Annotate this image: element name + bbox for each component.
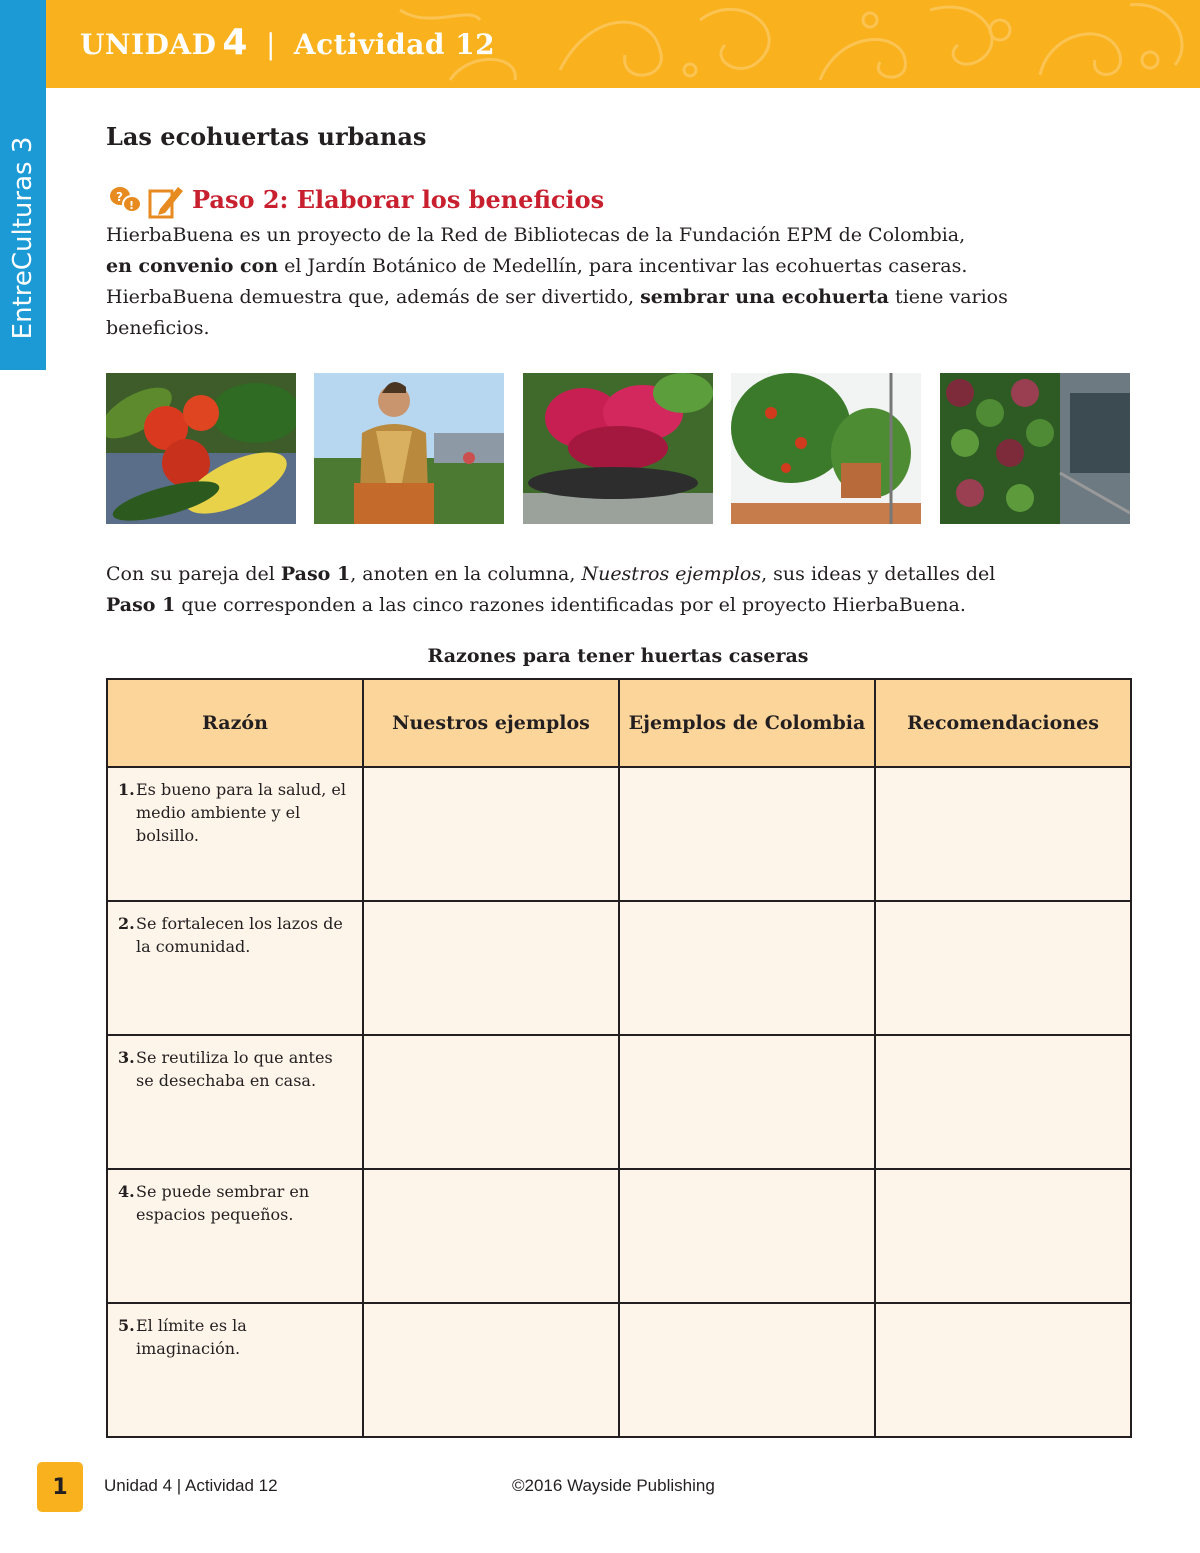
table-row [107, 1169, 1131, 1303]
intro-line-3b: tiene varios [888, 286, 1008, 308]
reason-number: 1. [118, 780, 135, 799]
intro-bold-convenio: en convenio con [106, 255, 279, 277]
intro-bold-sembrar: sembrar una ecohuerta [640, 286, 889, 308]
nuestros-ejemplos-input[interactable] [363, 1035, 619, 1169]
ejemplos-colombia-input[interactable] [619, 1303, 875, 1437]
svg-text:?: ? [116, 190, 123, 204]
recomendaciones-input[interactable] [875, 1169, 1131, 1303]
side-tab-label: EntreCulturas 3 [8, 136, 38, 340]
intro-line-4: beneficios. [106, 317, 210, 339]
reason-text: Se fortalecen los lazos de la comunidad. [136, 914, 343, 956]
reason-text: Se reutiliza lo que antes se desechaba en casa. [136, 1048, 333, 1090]
title-separator: | [265, 28, 276, 61]
reasons-table [106, 678, 1132, 1438]
reason-cell [107, 901, 363, 1035]
instr-italic-nuestros: Nuestros ejemplos [581, 563, 762, 585]
nuestros-ejemplos-input[interactable] [363, 1169, 619, 1303]
intro-line-3a: HierbaBuena demuestra que, además de ser divertido, [106, 286, 641, 308]
footer-copyright: ©2016 Wayside Publishing [512, 1476, 715, 1495]
reason-number: 3. [118, 1048, 135, 1067]
step-title: Paso 2: Elaborar los beneficios [192, 185, 605, 214]
recomendaciones-input[interactable] [875, 1303, 1131, 1437]
bottle-planter-photo [523, 373, 713, 524]
vegetables-photo [106, 373, 296, 524]
header-ejemplos-colombia: Ejemplos de Colombia [619, 679, 875, 767]
instructions [106, 559, 1146, 621]
header-recomendaciones: Recomendaciones [875, 679, 1131, 767]
instr-text-3: , sus ideas y detalles del [761, 563, 996, 585]
reason-cell [107, 767, 363, 901]
nuestros-ejemplos-input[interactable] [363, 1303, 619, 1437]
reason-cell [107, 1303, 363, 1437]
instr-text-1: Con su pareja del [106, 563, 281, 585]
header-banner [0, 0, 1200, 88]
table-row [107, 767, 1131, 901]
instr-bold-paso-1: Paso 1 [280, 563, 351, 585]
ejemplos-colombia-input[interactable] [619, 767, 875, 901]
balcony-garden-photo [731, 373, 921, 524]
reason-text: Es bueno para la salud, el medio ambiente y el bolsillo. [136, 780, 346, 845]
footer-unit-activity: Unidad 4 | Actividad 12 [104, 1476, 278, 1495]
header-razon: Razón [107, 679, 363, 767]
vertical-garden-photo [940, 373, 1130, 524]
page-title: Las ecohuertas urbanas [106, 122, 427, 151]
recomendaciones-input[interactable] [875, 1035, 1131, 1169]
unit-label: UNIDAD [80, 28, 217, 61]
ejemplos-colombia-input[interactable] [619, 901, 875, 1035]
table-row [107, 1303, 1131, 1437]
table-header-row [107, 679, 1131, 767]
table-row [107, 1035, 1131, 1169]
unit-number: 4 [222, 22, 248, 63]
intro-line-1: HierbaBuena es un proyecto de la Red de Bibliotecas de la Fundación EPM de Colombia, [106, 224, 966, 246]
reason-number: 2. [118, 914, 135, 933]
header-nuestros-ejemplos: Nuestros ejemplos [363, 679, 619, 767]
recomendaciones-input[interactable] [875, 901, 1131, 1035]
reason-text: Se puede sembrar en espacios pequeños. [136, 1182, 310, 1224]
reason-number: 4. [118, 1182, 135, 1201]
side-tab [0, 0, 46, 370]
ejemplos-colombia-input[interactable] [619, 1035, 875, 1169]
reason-number: 5. [118, 1316, 135, 1335]
nuestros-ejemplos-input[interactable] [363, 767, 619, 901]
gardener-photo [314, 373, 504, 524]
nuestros-ejemplos-input[interactable] [363, 901, 619, 1035]
banner-title [80, 22, 495, 63]
instr-bold-paso-1b: Paso 1 [106, 594, 176, 616]
svg-text:!: ! [129, 199, 135, 212]
reason-cell [107, 1169, 363, 1303]
reason-cell [107, 1035, 363, 1169]
intro-paragraph [106, 220, 1146, 344]
page-number: 1 [52, 1474, 68, 1500]
page-number-badge [37, 1462, 83, 1512]
instr-text-4: que corresponden a las cinco razones identificadas por el proyecto HierbaBuena. [175, 594, 966, 616]
reason-text: El límite es la imaginación. [136, 1316, 247, 1358]
table-row [107, 901, 1131, 1035]
write-pencil-icon [150, 187, 183, 217]
activity-label: Actividad 12 [293, 28, 496, 61]
recomendaciones-input[interactable] [875, 767, 1131, 901]
intro-line-2: el Jardín Botánico de Medellín, para incentivar las ecohuertas caseras. [278, 255, 968, 277]
ejemplos-colombia-input[interactable] [619, 1169, 875, 1303]
instr-text-2: , anoten en la columna, [350, 563, 582, 585]
table-caption: Razones para tener huertas caseras [427, 645, 809, 667]
speech-bubbles-icon [110, 187, 141, 212]
